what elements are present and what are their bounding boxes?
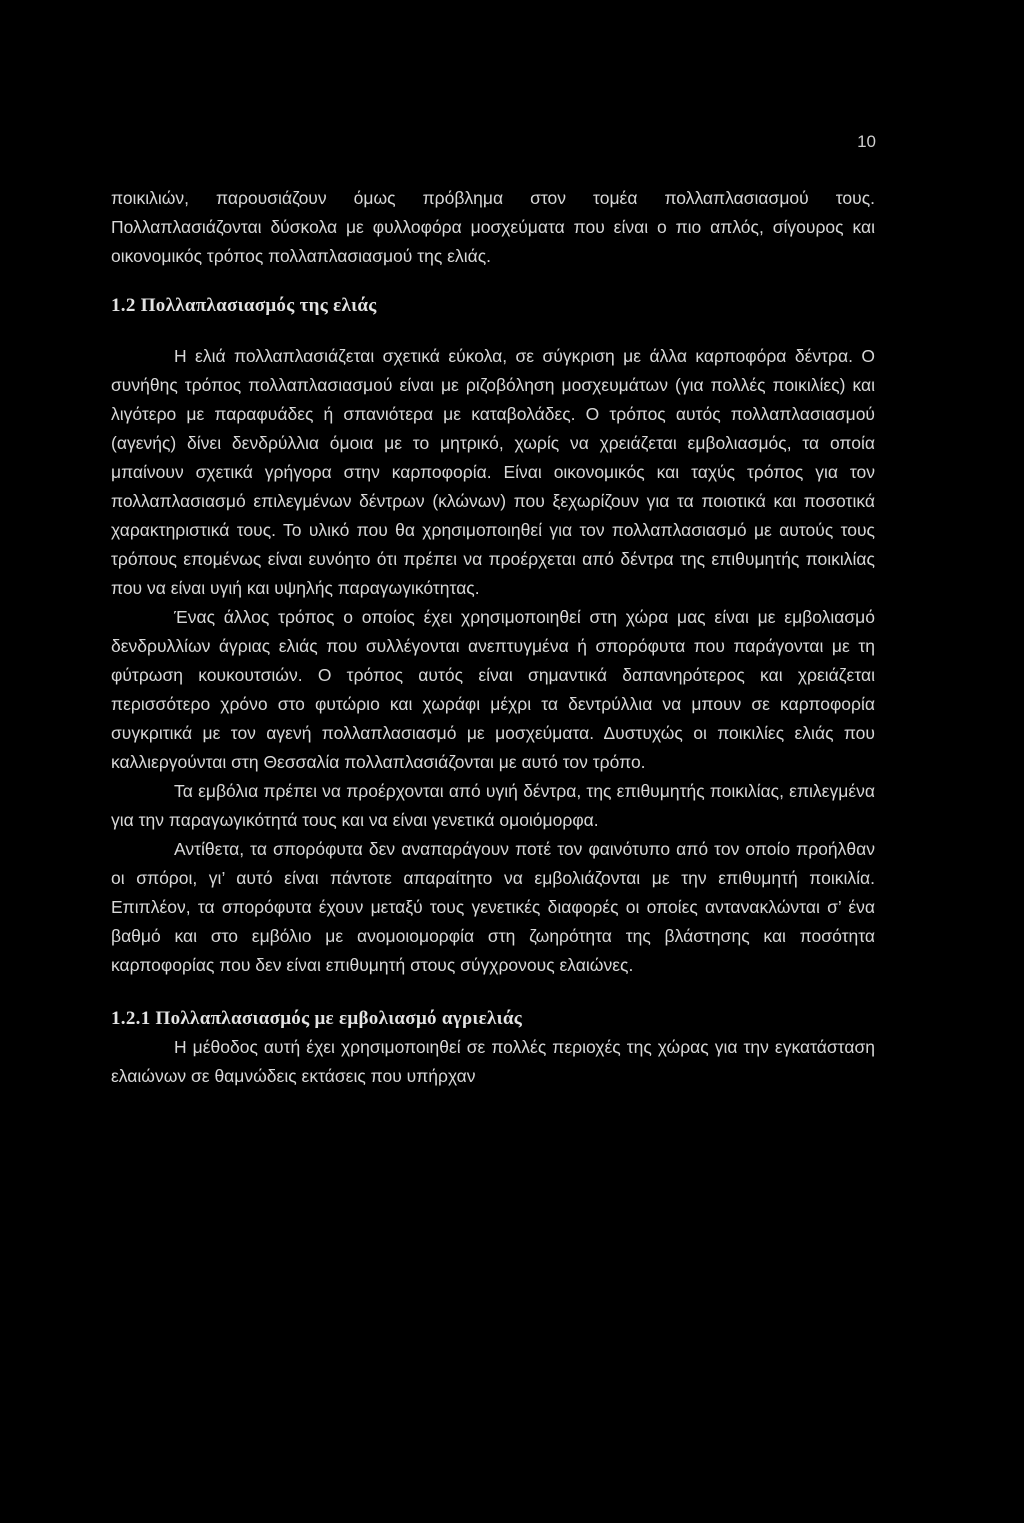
section-heading-1-2: 1.2 Πολλαπλασιασμός της ελιάς (111, 295, 377, 316)
paragraph: Τα εμβόλια πρέπει να προέρχονται από υγιή δέντρα, της επιθυμητής ποικιλίας, επιλεγμένα για την παραγωγικότητά τους και να είναι γενετικά ομοιόμορφα. (111, 781, 875, 830)
document-body (111, 184, 875, 1091)
page-number: 10 (857, 132, 876, 151)
paragraph: Ένας άλλος τρόπος ο οποίος έχει χρησιμοποιηθεί στη χώρα μας είναι με εμβολιασμό δενδρυλλίων άγριας ελιάς που συλλέγονται ανεπτυγμένα ή σπορόφυτα που παράγονται με τη φύτρωση κουκουτσιών. Ο τρόπος αυτός είναι σημαντικά δαπανηρότερος και χρειάζεται περισσότερο χρόνο στο φυτώριο και χωράφι μέχρι τα δεντρύλλια να μπουν σε καρποφορία συγκριτικά με τον αγενή πολλαπλασιασμό με μοσχεύματα. Δυστυχώς οι ποικιλίες ελιάς που καλλιεργούνται στη Θεσσαλία πολλαπλασιάζονται με αυτό τον τρόπο. (111, 607, 875, 772)
paragraph: Αντίθετα, τα σπορόφυτα δεν αναπαράγουν ποτέ τον φαινότυπο από τον οποίο προήλθαν οι σπόροι, γι’ αυτό είναι πάντοτε απαραίτητο να εμβολιάζονται με την επιθυμητή ποικιλία. Επιπλέον, τα σπορόφυτα έχουν μεταξύ τους γενετικές διαφορές οι οποίες αντανακλώνται σ’ ένα βαθμό και στο εμβόλιο με ανομοιομορφία στη ζωηρότητα της βλάστησης και ποσότητα καρποφορίας που δεν είναι επιθυμητή στους σύγχρονους ελαιώνες. (111, 839, 875, 975)
intro-paragraph: ποικιλιών, παρουσιάζουν όμως πρόβλημα στον τομέα πολλαπλασιασμού τους. Πολλαπλασιάζονται δύσκολα με φυλλοφόρα μοσχεύματα που είναι ο πιο απλός, σίγουρος και οικονομικός τρόπος πολλαπλασιασμού της ελιάς. (111, 188, 875, 266)
paragraph: Η ελιά πολλαπλασιάζεται σχετικά εύκολα, σε σύγκριση με άλλα καρποφόρα δέντρα. Ο συνήθης τρόπος πολλαπλασιασμού είναι με ριζοβόληση μοσχευμάτων (για πολλές ποικιλίες) και λιγότερο με παραφυάδες ή σπανιότερα με καταβολάδες. Ο τρόπος αυτός πολλαπλασιασμού (αγενής) δίνει δενδρύλλια όμοια με το μητρικό, χωρίς να χρειάζεται εμβολιασμός, τα οποία μπαίνουν σχετικά γρήγορα στην καρποφορία. Είναι οικονομικός και ταχύς τρόπος για τον πολλαπλασιασμό επιλεγμένων δέντρων (κλώνων) που ξεχωρίζουν για τα ποιοτικά και ποσοτικά χαρακτηριστικά τους. Το υλικό που θα χρησιμοποιηθεί για τον πολλαπλασιασμό με αυτούς τους τρόπους επομένως είναι ευνόητο ότι πρέπει να προέρχεται από δέντρα της επιθυμητής ποικιλίας που να είναι υγιή και υψηλής παραγωγικότητας. (111, 346, 875, 598)
paragraph: Η μέθοδος αυτή έχει χρησιμοποιηθεί σε πολλές περιοχές της χώρας για την εγκατάσταση ελαιώνων σε θαμνώδεις εκτάσεις που υπήρχαν (111, 1037, 875, 1086)
section-heading-1-2-1: 1.2.1 Πολλαπλασιασμός με εμβολιασμό αγριελιάς (111, 1008, 523, 1029)
